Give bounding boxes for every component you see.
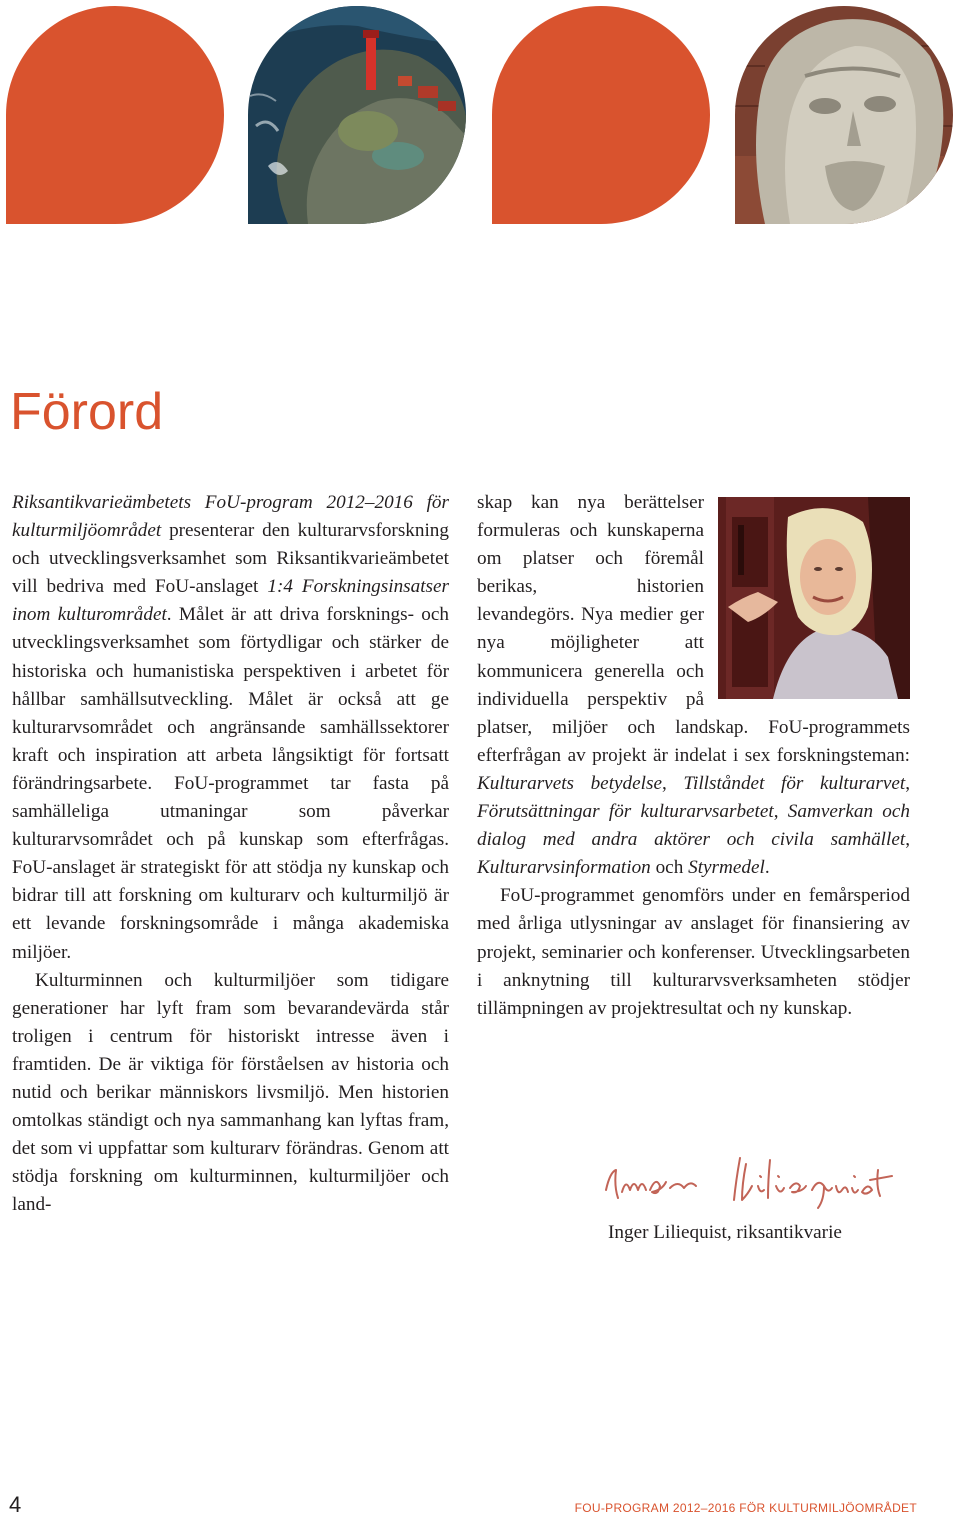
funding-title-italic: 1:4 Forskningsinsatser inom kulturområdet	[12, 576, 449, 626]
paragraph	[12, 489, 449, 967]
decorative-orange-drop	[492, 6, 710, 224]
lighthouse-island-photo	[248, 6, 466, 224]
stone-face-sculpture-photo	[735, 6, 953, 224]
text-run: .	[764, 857, 770, 879]
separator: ,	[773, 801, 788, 823]
page-title: Förord	[10, 383, 164, 441]
theme-italic: Samverkan och dialog med andra aktörer och civila samhället	[477, 801, 911, 851]
text-run: presenterar den kulturarvsforskning och utvecklingsverksamhet som Riksantikvarieämbetet vill bedriva med FoU-anslaget	[12, 520, 449, 598]
portrait-photo	[718, 497, 910, 699]
program-title-italic: Riksantikvarieämbetets FoU-program 2012–2016 för kulturmiljöområdet	[12, 492, 449, 542]
paragraph: FoU-programmet genomförs under en femårsperiod med årliga utlysningar av anslaget för finansiering av projekt, seminarier och konferenser. Utvecklingsarbeten i anknytning till kulturarvsverksamheten stödjer tillämpningen av projektresultat och ny kunskap.	[477, 885, 910, 1019]
paragraph: Kulturminnen och kulturmiljöer som tidigare generationer har lyft fram som bevarandevärda står troligen i centrum för historiskt intresse även i framtiden. De är viktiga för förståelsen av historia och nutid och berikar människors livsmiljö. Men historien omtolkas ständigt och nya sammanhang kan lyftas fram, det som vi uppfattar som kulturarv förändras. Genom att stödja forskning om kulturminnen, kulturmiljöer och land-	[12, 969, 449, 1216]
page-number: 4	[9, 1492, 22, 1517]
theme-italic: Styrmedel	[688, 857, 765, 879]
theme-italic: Kulturarvets betydelse	[477, 772, 662, 794]
theme-italic: Förutsättningar för kulturarvsarbetet	[477, 801, 774, 823]
separator: och	[650, 857, 689, 879]
body-column-left	[12, 489, 449, 1219]
theme-italic: Tillståndet för kulturarvet	[683, 772, 906, 794]
handwritten-signature	[600, 1150, 910, 1212]
separator: ,	[661, 772, 684, 794]
body-column-right	[477, 489, 910, 1023]
text-run: . Målet är att driva forsknings- och utvecklingsverksamhet som förtydligar och stärker de historiska och humanistiska perspektiven i arbetet för hållbar samhällsutveckling. Målet är också att ge kulturarvsområdet och angränsande samhällssektorer kraft och inspiration att arbeta långsiktigt för fortsatt förändringsarbete. FoU-programmet tar fasta på samhälleliga utmaningar som påverkar kulturarvsområdet och på kunskap som efterfrågas. FoU-anslaget är strategiskt för att stödja ny kunskap och bidrar till att forskning om kulturarv och kulturmiljö är ett levande forskningsområde i många akademiska miljöer.	[12, 604, 449, 963]
theme-italic: Kulturarvsinformation	[477, 857, 651, 879]
running-footer-title: FOU-PROGRAM 2012–2016 FÖR KULTURMILJÖOMRÅDET	[574, 1501, 917, 1515]
text-run: skap kan nya berättelser formuleras och kunskaperna om platser och föremål berikas, historien levandegörs. Nya medier ger nya möjligheter att kommunicera generella och individuella perspektiv på platser, miljöer och landskap. FoU-programmets efterfrågan av projekt är indelat i sex forskningsteman:	[477, 492, 910, 766]
separator: ,	[905, 772, 911, 794]
decorative-orange-drop	[6, 6, 224, 224]
signatory-name: Inger Liliequist, riksantikvarie	[608, 1222, 842, 1243]
separator: ,	[905, 829, 910, 851]
